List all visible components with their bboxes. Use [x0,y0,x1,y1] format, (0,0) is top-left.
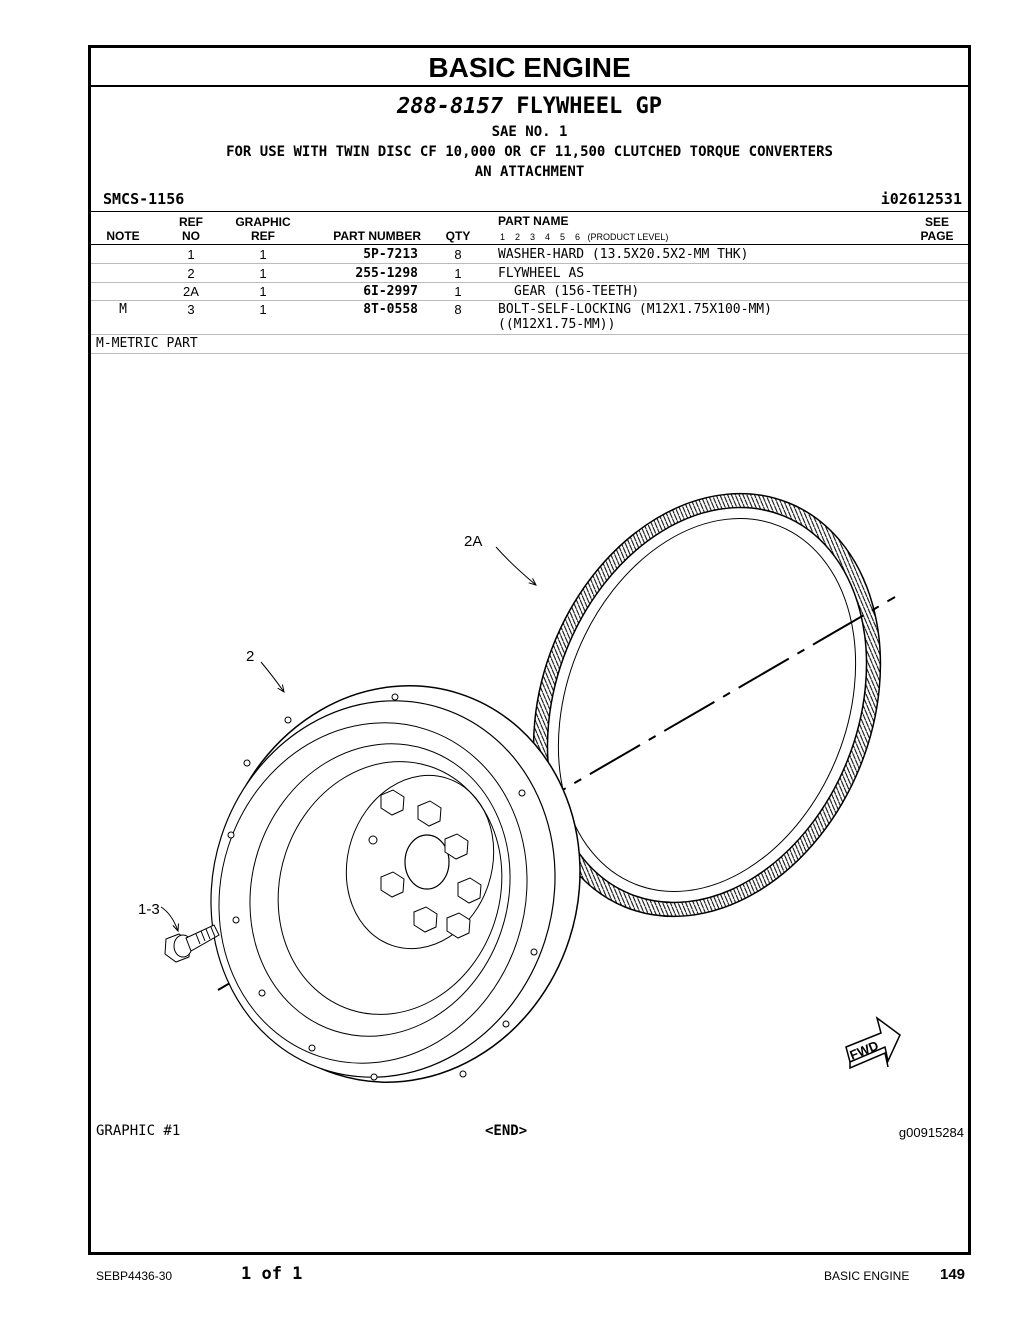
header-graphic-ref: GRAPHIC REF [235,215,291,243]
attachment-note: AN ATTACHMENT [474,164,585,180]
row-divider [91,353,968,354]
exploded-view-graphic [91,400,968,1100]
row-divider [91,263,968,264]
fwd-label: FWD [847,1037,881,1063]
header-part-number: PART NUMBER [333,229,421,243]
callout-flywheel: 2 [246,648,255,665]
fwd-arrow-icon [846,1018,900,1068]
bolt [165,925,219,962]
header-qty: QTY [445,229,471,243]
usage-note: FOR USE WITH TWIN DISC CF 10,000 OR CF 11,500 CLUTCHED TORQUE CONVERTERS [226,144,833,160]
callout-gear: 2A [464,533,483,550]
part-number-link[interactable]: 8T-0558 [363,302,418,317]
header-see-page: SEE PAGE [920,215,954,243]
page-of: 1 of 1 [241,1264,303,1284]
metric-footnote: M-METRIC PART [96,336,198,351]
graphic-id: g00915284 [898,1125,964,1140]
product-levels: 1 2 3 4 5 6 (PRODUCT LEVEL) [500,232,669,242]
group-name: FLYWHEEL GP [516,94,662,119]
callout-bolt: 1-3 [138,901,160,918]
doc-number: SEBP4436-30 [96,1269,173,1283]
end-marker: <END> [485,1123,528,1139]
page-frame: BASIC ENGINE 288-8157 FLYWHEEL GP SAE NO. 1 FOR USE WITH TWIN DISC CF 10,000 OR CF 11,500 CLUTCHED TORQUE CONVERTERS AN ATTACHMENT SMCS-1156 i02612531 NOTE REF NO GRAPHIC REF PART NUMBER QTY PART NAME 1 2 3 4 5 6 (PRODUCT LEVEL) SEE PAGE 1 1 5P-7213 8 WASHER-HARD (13.5X20.5X2-MM THK) 2 1 255-1298 1 FLYWHEEL AS 2A 1 6I-2997 1 GEAR (156-TEETH) M 3 1 8T-0558 8 BOLT-SELF-LOCKING (M12X1.75X100-MM) ((M12X1.75-MM)) M-METRIC PART 2A 2 1-3 FWD GRAPHIC #1 <END> g00915284 [88,45,971,1255]
footer-section: BASIC ENGINE [824,1269,910,1283]
graphic-caption: GRAPHIC #1 [96,1123,181,1139]
info-number: i02612531 [880,190,962,208]
part-number-link[interactable]: 5P-7213 [363,247,418,262]
header-divider [91,244,968,245]
row-divider [91,282,968,283]
header-note: NOTE [106,229,140,243]
group-title [91,94,968,119]
part-number-link[interactable]: 6I-2997 [363,284,418,299]
part-number-link[interactable]: 255-1298 [355,266,418,281]
header-ref: REF NO [179,215,203,243]
group-part-number[interactable]: 288-8157 [397,94,503,119]
header-part-name: PART NAME [498,214,569,228]
sae-number: SAE NO. 1 [491,124,568,140]
row-divider [91,334,968,335]
row-divider [91,300,968,301]
page-number: 149 [940,1266,966,1283]
section-title: BASIC ENGINE [91,48,968,87]
divider [91,211,968,212]
smcs-code: SMCS-1156 [103,190,185,208]
